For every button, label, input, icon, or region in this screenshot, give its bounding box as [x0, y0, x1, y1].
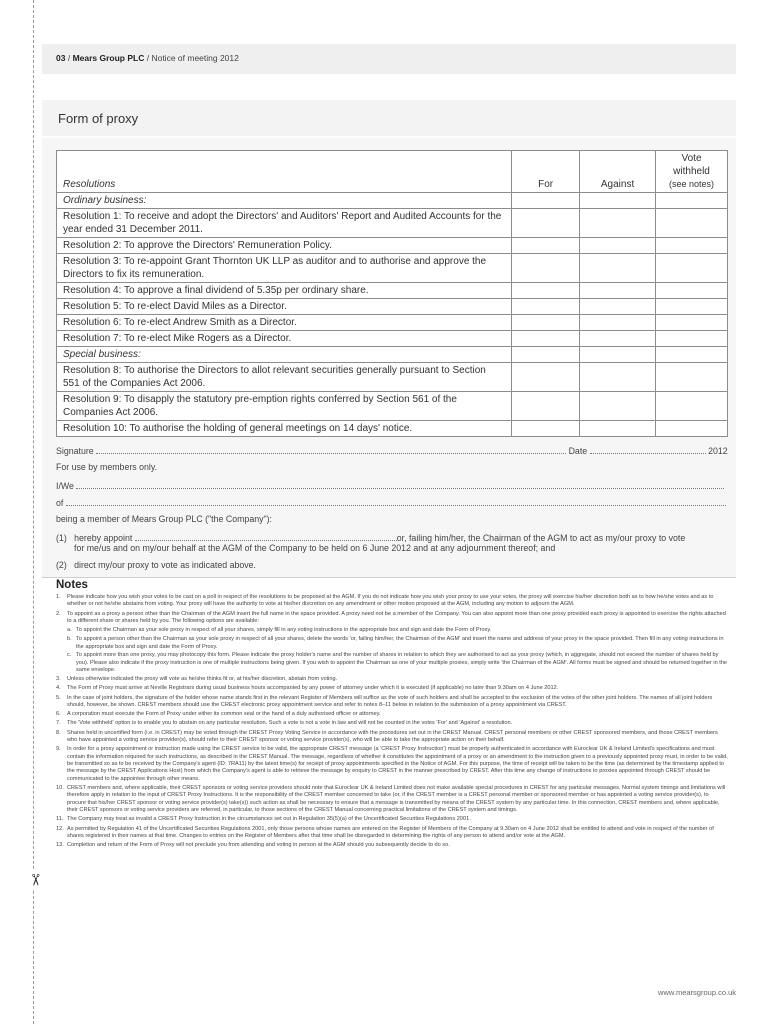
title-band [42, 100, 736, 136]
vote-box-for[interactable] [512, 254, 580, 283]
vote-box-for[interactable] [512, 315, 580, 331]
vote-box-against[interactable] [580, 421, 656, 437]
note-text: To appoint more than one proxy, you may photocopy this form. Please indicate the proxy holder's name and the number of shares in relation to which they are authorised to act as your proxy (which, in aggregate, should not exceed the number of shares held by you). Please also indicate if the proxy instruction is one of multiple instructions being given. If you wish to appoint the Chairman as one of your multiple proxies, simply write 'the Chairman of the AGM'. All forms must be signed and should be returned together in the same envelope. [76, 652, 728, 674]
note-item [56, 785, 728, 815]
withheld-label: Vote withheld [673, 153, 710, 177]
note-item [56, 826, 728, 841]
note-text: In order for a proxy appointment or instruction made using the CREST service to be valid, the appropriate CREST message (a 'CREST Proxy Instruction') must be properly authenticated in accordance with Euroclear UK & Ireland Limited's specifications and must contain the information required for such instructions, as described in the CREST Manual. The message, regardless of whether it constitutes the appointment of a proxy or an amendment to the instruction given to a previously appointed proxy must, in order to be valid, be transmitted so as to be received by the Company's agent (ID: 7RA11) by the latest time(s) for receipt of proxy appointments specified in the Notice of AGM. For this purpose, the time of receipt will be taken to be the time (as determined by the timestamp applied to the message by the CREST Applications Host) from which the Company's agent is able to retrieve the message by enquiry to CREST in the manner prescribed by CREST. After this time any change of instructions to proxies appointed through CREST should be communicated to the appointee through other means. [67, 746, 728, 782]
note-number: 10. [56, 785, 64, 792]
vote-box-for[interactable] [512, 299, 580, 315]
vote-box-withheld[interactable] [656, 254, 728, 283]
note-text: As permitted by Regulation 41 of the Uncertificated Securities Regulations 2001, only those persons whose names are entered on the Register of Members of the Company at 9.30am on 4 June 2012 shall be entitled to attend and vote in respect of the number of shares registered in their names at that time. Changes to entries on the Register of Members after that time shall be disregarded in determining the rights of any person to attend and/or vote at the AGM. [67, 825, 714, 840]
signature-field[interactable] [96, 444, 566, 454]
resolution-row [57, 392, 728, 421]
signature-label: Signature [56, 446, 94, 456]
vote-box-against [580, 193, 656, 209]
resolution-text: Resolution 2: To approve the Directors' Remuneration Policy. [57, 238, 512, 254]
iwe-label: I/We [56, 481, 74, 491]
note-subitem [56, 636, 728, 651]
vote-box-withheld[interactable] [656, 299, 728, 315]
vote-box-withheld[interactable] [656, 331, 728, 347]
special-business-label: Special business: [57, 347, 512, 363]
appoint-rest: or, failing him/her, the Chairman of the AGM to act as my/our proxy to vote [396, 533, 686, 543]
withheld-header [656, 151, 728, 193]
note-item [56, 746, 728, 783]
scissors-icon: ✂ [24, 870, 44, 890]
vote-box-against[interactable] [580, 254, 656, 283]
page-title: Form of proxy [58, 111, 139, 126]
for-header: For [512, 151, 580, 193]
against-header: Against [580, 151, 656, 193]
vote-box-for [512, 347, 580, 363]
vote-box-against[interactable] [580, 392, 656, 421]
company-name: Mears Group PLC [72, 53, 145, 63]
date-field[interactable] [590, 444, 706, 454]
direct-text: direct my/our proxy to vote as indicated above. [74, 560, 257, 570]
signature-line [56, 444, 728, 456]
note-item [56, 720, 728, 727]
note-item [56, 594, 728, 609]
vote-box-against[interactable] [580, 283, 656, 299]
appoint-line-2: for me/us and on my/our behalf at the AGM of the Company to be held on 6 June 2012 and at any adjournment thereof; and [74, 543, 556, 553]
vote-box-against[interactable] [580, 315, 656, 331]
vote-box-withheld[interactable] [656, 363, 728, 392]
resolutions-header: Resolutions [57, 151, 512, 193]
note-number: 4. [56, 685, 61, 692]
note-item [56, 816, 728, 823]
notes-heading: Notes [56, 579, 88, 591]
option1-number: (1) [56, 533, 67, 543]
resolution-text: Resolution 6: To re-elect Andrew Smith as a Director. [57, 315, 512, 331]
vote-box-against[interactable] [580, 363, 656, 392]
note-number: a. [67, 627, 72, 634]
vote-box-for[interactable] [512, 421, 580, 437]
page-header: 03 / Mears Group PLC / Notice of meeting 2012 [56, 53, 239, 63]
withheld-note: (see notes) [668, 179, 715, 189]
note-number: 12. [56, 825, 64, 832]
vote-box-against [580, 347, 656, 363]
resolution-row [57, 299, 728, 315]
note-number: 5. [56, 694, 61, 701]
vote-box-withheld[interactable] [656, 421, 728, 437]
note-item [56, 711, 728, 718]
note-number: c. [67, 652, 72, 659]
document-name: Notice of meeting 2012 [151, 53, 239, 63]
note-item [56, 611, 728, 626]
vote-box-for[interactable] [512, 331, 580, 347]
note-number: 3. [56, 676, 61, 683]
ordinary-business-label: Ordinary business: [57, 193, 512, 209]
note-number: 11. [56, 816, 64, 823]
address-field[interactable] [66, 496, 726, 506]
resolution-row [57, 315, 728, 331]
notes-divider [42, 577, 736, 578]
vote-box-withheld[interactable] [656, 209, 728, 238]
name-field[interactable] [76, 479, 724, 489]
appoint-label: hereby appoint [74, 533, 133, 543]
note-number: 9. [56, 746, 61, 753]
table-header-row [57, 151, 728, 193]
note-number: 6. [56, 711, 61, 718]
note-text: CREST members and, where applicable, their CREST sponsors or voting service providers should note that Euroclear UK & Ireland Limited does not make available special procedures in CREST for any particular messages. Normal system timings and limitations will therefore apply in relation to the input of CREST Proxy Instructions. It is the responsibility of the CREST member concerned to take (or, if the CREST member is a CREST personal member or sponsored member or has appointed a voting service provider(s), to procure that his/her CREST sponsor or voting service provider(s) take(s)) such action as shall be necessary to ensure that a message is transmitted by means of the CREST system by any particular time. In this connection, CREST members and, where applicable, their CREST sponsors or voting service providers are referred, in particular, to those sections of the CREST Manual concerning practical limitations of the CREST system and timings. [67, 785, 726, 814]
note-item [56, 685, 728, 692]
note-text: Please indicate how you wish your votes to be cast on a poll in respect of the resolutions to be proposed at the AGM. If you do not indicate how you wish your proxy to use your votes, the proxy will exercise his/her discretion both as to how he/she votes and as to whether or not he/she abstains from voting. Your proxy will have the authority to vote at his/her discretion on any amendment or other motion proposed at the AGM, including any motion to adjourn the AGM. [67, 594, 714, 608]
resolution-text: Resolution 3: To re-appoint Grant Thornton UK LLP as auditor and to authorise and approve the Directors to fix its remuneration. [57, 254, 512, 283]
vote-box-against[interactable] [580, 209, 656, 238]
vote-box-for[interactable] [512, 238, 580, 254]
vote-box-withheld [656, 193, 728, 209]
iwe-line [56, 479, 728, 491]
direct-line [56, 560, 728, 570]
notes-list [56, 594, 728, 851]
note-number: 13. [56, 842, 64, 849]
resolution-text: Resolution 1: To receive and adopt the Directors' and Auditors' Report and Audited Accounts for the year ended 31 December 2011. [57, 209, 512, 238]
vote-box-withheld [656, 347, 728, 363]
note-text: The Form of Proxy must arrive at Neville Registrars during usual business hours accompanied by any power of attorney under which it is executed (if applicable) no later than 9.30am on 4 June 2012. [67, 685, 559, 692]
date-label: Date [568, 446, 588, 456]
resolution-row [57, 421, 728, 437]
note-text: To appoint as a proxy a person other than the Chairman of the AGM insert the full name in the space provided. A proxy need not be a member of the Company. You can also appoint more than one proxy provided each proxy is appointed to exercise the rights attached to a different share or shares held by you. The following options are available: [67, 610, 726, 625]
vote-box-against[interactable] [580, 331, 656, 347]
vote-box-for[interactable] [512, 283, 580, 299]
appoint-line [56, 531, 728, 543]
note-text: The Company may treat as invalid a CREST Proxy Instruction in the circumstances set out in Regulation 35(5)(a) of the Uncertificated Securities Regulations 2001. [67, 816, 471, 823]
note-text: To appoint the Chairman as your sole proxy in respect of all your shares, simply fill in any voting instructions in the appropriate box and sign and date the Form of Proxy. [76, 627, 492, 634]
resolution-row [57, 209, 728, 238]
resolution-row [57, 254, 728, 283]
note-text: Unless otherwise indicated the proxy will vote as he/she thinks fit or, at his/her discretion, abstain from voting. [67, 676, 338, 683]
vote-box-withheld[interactable] [656, 238, 728, 254]
resolution-row [57, 363, 728, 392]
note-number: 8. [56, 729, 61, 736]
members-only-text: For use by members only. [56, 462, 158, 472]
vote-box-for[interactable] [512, 209, 580, 238]
year-label: 2012 [708, 446, 728, 456]
resolution-text: Resolution 8: To authorise the Directors to allot relevant securities generally pursuant to Section 551 of the Companies Act 2006. [57, 363, 512, 392]
resolution-text: Resolution 9: To disapply the statutory pre-emption rights conferred by Section 561 of the Companies Act 2006. [57, 392, 512, 421]
note-item [56, 842, 728, 849]
resolution-text: Resolution 5: To re-elect David Miles as a Director. [57, 299, 512, 315]
note-text: To appoint a person other than the Chairman as your sole proxy in respect of all your shares, delete the words 'or, failing him/her, the Chairman of the AGM' and insert the name and address of your proxy in the space provided. Then fill in any voting instructions in the appropriate box and sign and date the Form of Proxy. [76, 636, 724, 650]
resolution-text: Resolution 4: To approve a final dividend of 5.35p per ordinary share. [57, 283, 512, 299]
vote-box-against[interactable] [580, 238, 656, 254]
note-text: In the case of joint holders, the signature of the holder whose name stands first in the relevant Register of Members will suffice as the vote of such holders and shall be accepted to the exclusion of the votes of the other joint holders. The names of all joint holders should, however, be shown. CREST members should use the CREST electronic proxy appointment service and refer to notes 8–11 below in relation to the submission of a proxy appointment via CREST. [67, 694, 713, 708]
vote-box-against[interactable] [580, 299, 656, 315]
note-item [56, 695, 728, 710]
address-line [56, 496, 728, 508]
note-text: A corporation must execute the Form of Proxy under either its common seal or the hand of a duly authorised officer or attorney. [67, 711, 381, 718]
note-subitem [56, 652, 728, 674]
vote-box-withheld[interactable] [656, 283, 728, 299]
page-number: 03 [56, 53, 66, 63]
resolution-text: Resolution 10: To authorise the holding of general meetings on 14 days' notice. [57, 421, 512, 437]
note-number: b. [67, 636, 72, 643]
section-row-special [57, 347, 728, 363]
note-text: The 'Vote withheld' option is to enable you to abstain on any particular resolution. Such a vote is not a vote in law and will not be counted in the votes 'For' and 'Against' a resolution. [67, 720, 513, 727]
vote-box-for[interactable] [512, 363, 580, 392]
resolutions-table [56, 150, 728, 437]
note-text: Completion and return of the Form of Proxy will not preclude you from attending and voting in person at the AGM should you subsequently decide to do so. [67, 842, 450, 849]
resolution-row [57, 331, 728, 347]
resolution-text: Resolution 7: To re-elect Mike Rogers as a Director. [57, 331, 512, 347]
note-number: 2. [56, 610, 61, 617]
vote-box-withheld[interactable] [656, 392, 728, 421]
vote-box-withheld[interactable] [656, 315, 728, 331]
vote-box-for[interactable] [512, 392, 580, 421]
footer-url[interactable]: www.mearsgroup.co.uk [658, 988, 736, 997]
note-number: 1. [56, 594, 61, 600]
note-item [56, 730, 728, 745]
of-label: of [56, 498, 64, 508]
note-subitem [56, 627, 728, 634]
option2-number: (2) [56, 560, 67, 570]
note-number: 7. [56, 720, 61, 727]
member-statement: being a member of Mears Group PLC ("the Company"): [56, 514, 272, 524]
vote-box-for [512, 193, 580, 209]
note-item [56, 676, 728, 683]
section-row-ordinary [57, 193, 728, 209]
note-text: Shares held in uncertified form (i.e. in CREST) may be voted through the CREST Proxy Voting Service in accordance with the procedures set out in the CREST Manual. CREST personal members or other CREST sponsored members, and those CREST members who have appointed a voting service provider(s), should refer to their CREST sponsor or voting service provider(s), who will be able to take the appropriate action on their behalf. [67, 729, 718, 743]
resolution-row [57, 283, 728, 299]
proxy-name-field[interactable] [135, 531, 397, 541]
resolution-row [57, 238, 728, 254]
